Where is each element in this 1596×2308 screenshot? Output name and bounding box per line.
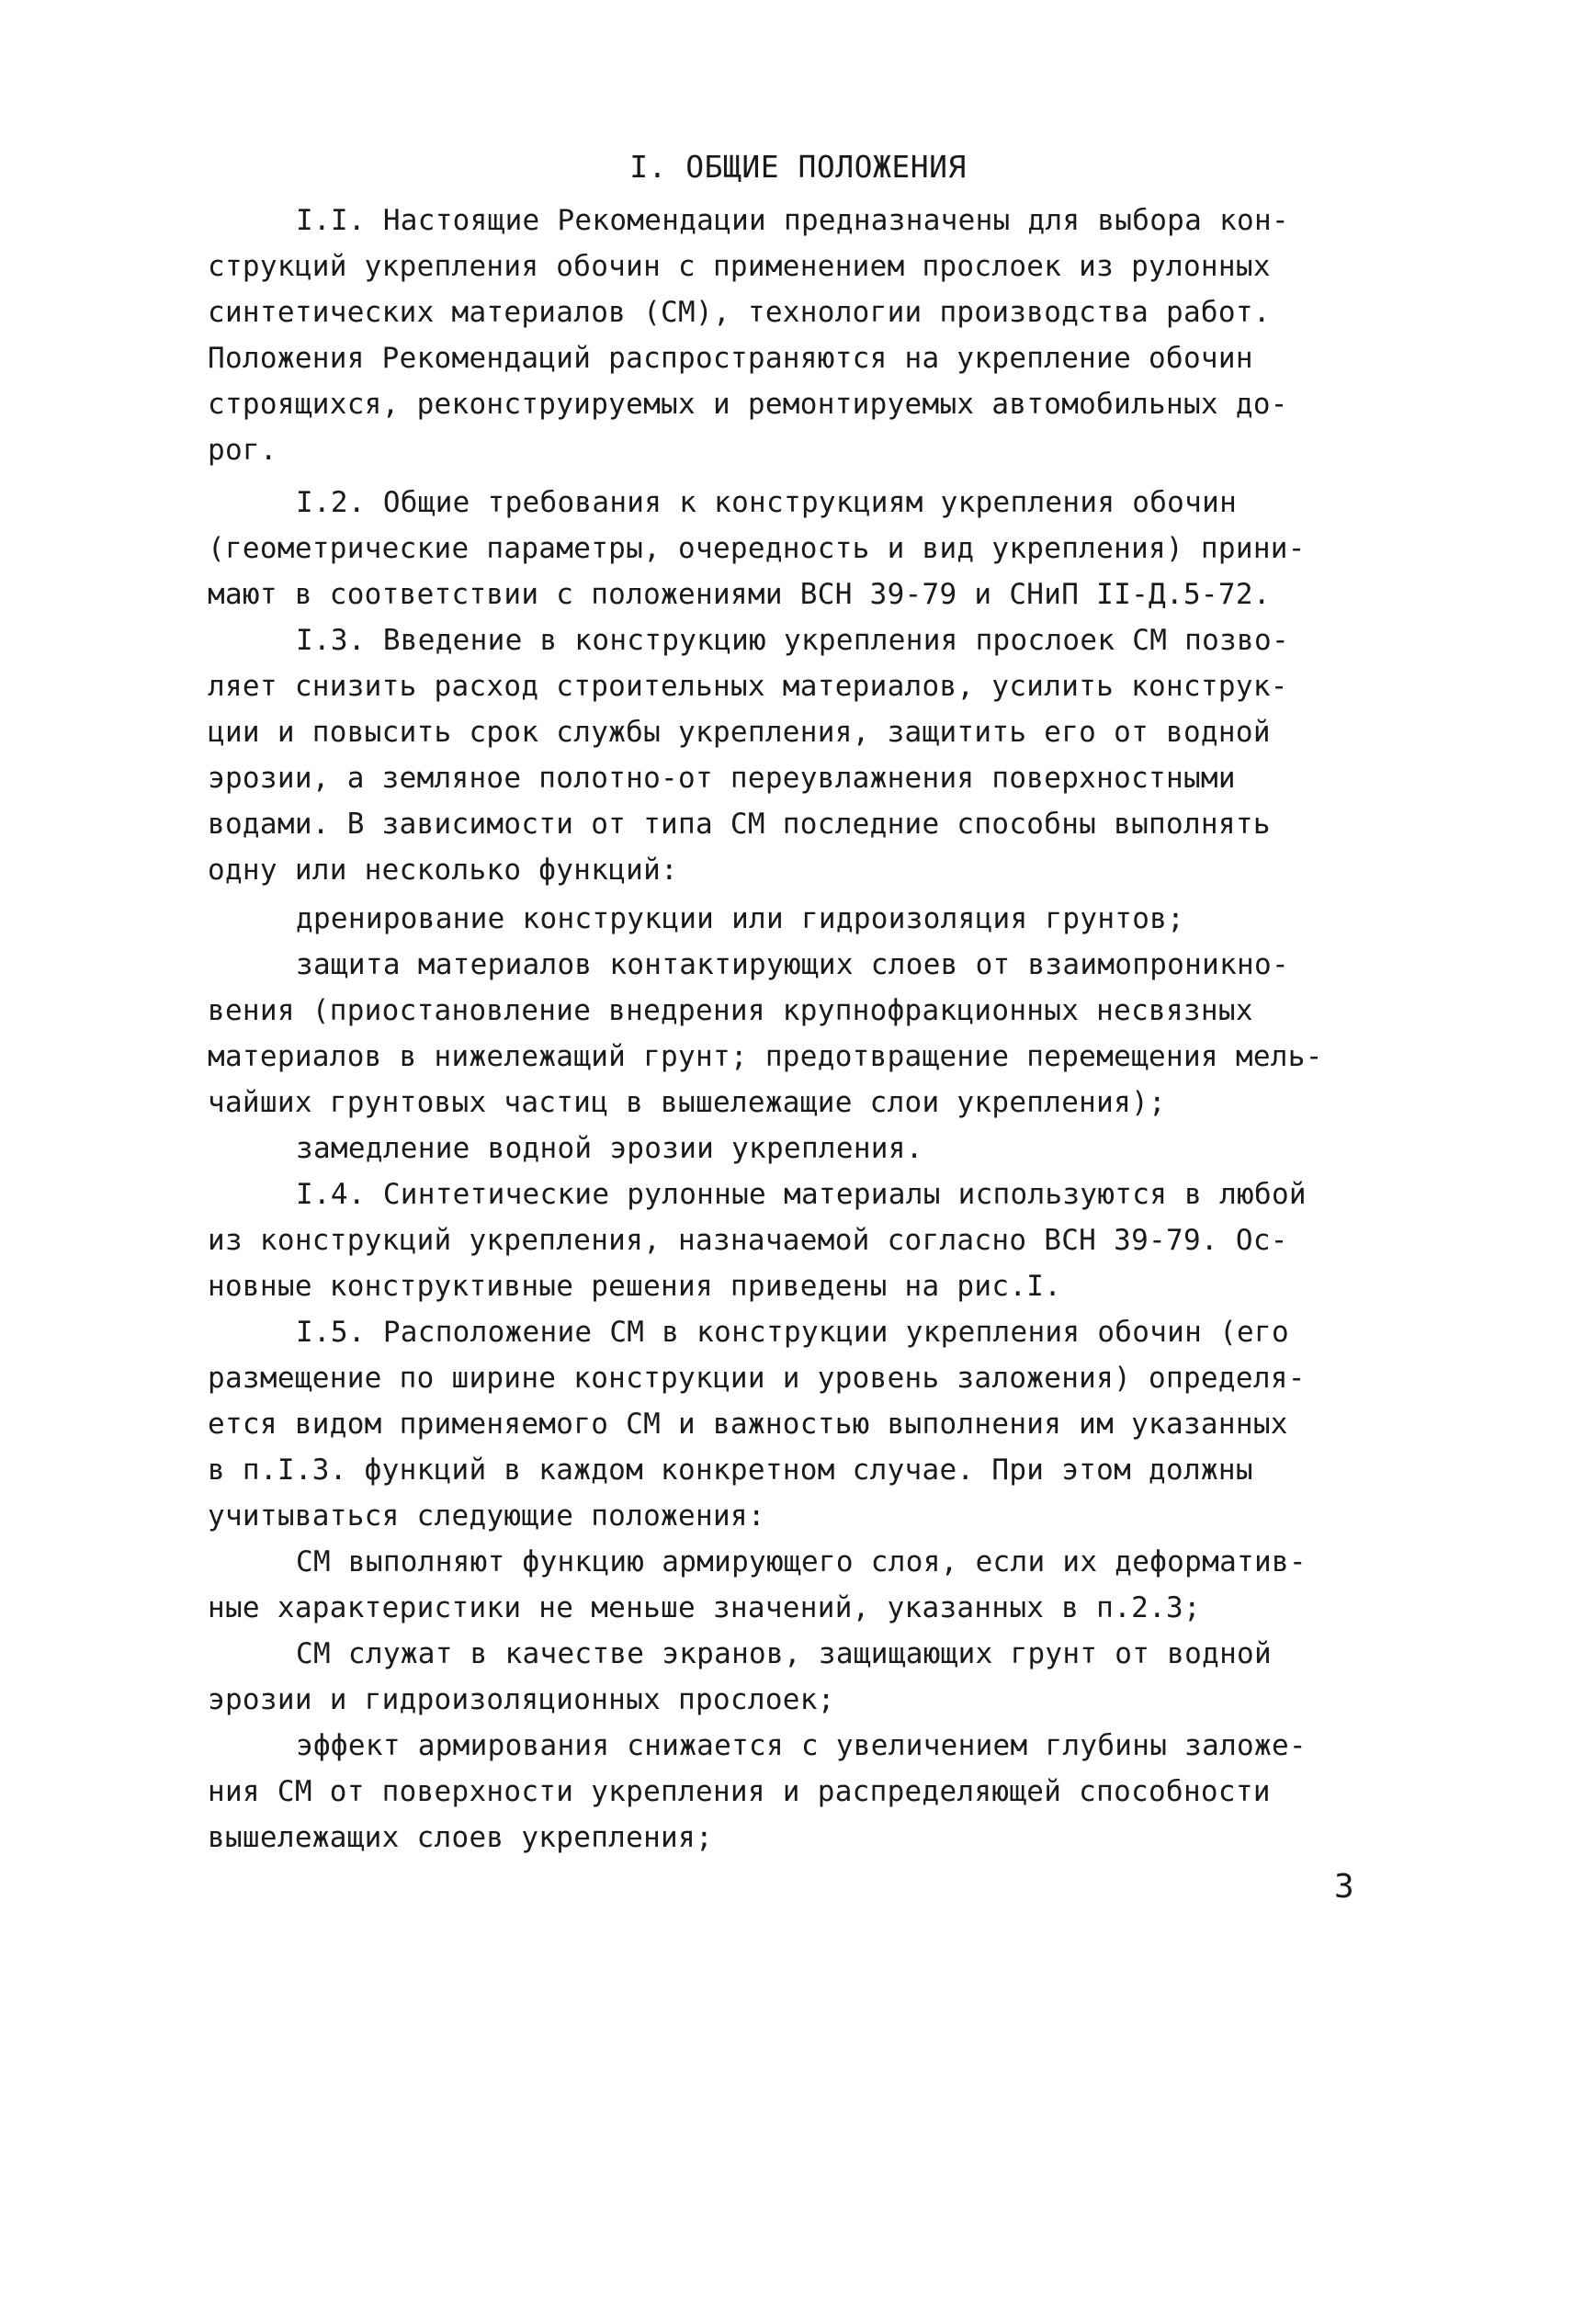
text-line: чайших грунтовых частиц в вышележащие слои укрепления); (208, 1086, 1166, 1119)
text-line: I.2. Общие требования к конструкциям укрепления обочин (296, 486, 1238, 519)
list-item: замедление водной эрозии укрепления. (296, 1132, 923, 1165)
text-line: учитываться следующие положения: (208, 1499, 765, 1533)
text-line: ния СМ от поверхности укрепления и распределяющей способности (208, 1775, 1271, 1808)
text-line: I.I. Настоящие Рекомендации предназначены для выбора кон- (296, 204, 1289, 237)
text-line: синтетических материалов (СМ), технологии производства работ. (208, 296, 1271, 329)
text-line: I.3. Введение в конструкцию укрепления прослоек СМ позво- (296, 624, 1289, 657)
page-number: 3 (1334, 1868, 1354, 1906)
text-line: рог. (208, 434, 277, 467)
text-line: вышележащих слоев укрепления; (208, 1821, 713, 1854)
text-line: одну или несколько функций: (208, 854, 679, 887)
text-line: в п.I.3. функций в каждом конкретном случае. При этом должны (208, 1454, 1253, 1487)
text-line: I.5. Расположение СМ в конструкции укрепления обочин (его (296, 1316, 1289, 1349)
text-line: размещение по ширине конструкции и уровень заложения) определя- (208, 1362, 1306, 1395)
text-line: ляет снизить расход строительных материалов, усилить конструк- (208, 670, 1288, 703)
list-item: СМ служат в качестве экранов, защищающих грунт от водной (296, 1637, 1272, 1670)
text-line: ции и повысить срок службы укрепления, защитить его от водной (208, 716, 1271, 749)
text-line: (геометрические параметры, очередность и вид укрепления) прини- (208, 532, 1306, 565)
text-line: ные характеристики не меньше значений, указанных в п.2.3; (208, 1591, 1201, 1624)
text-line: водами. В зависимости от типа СМ последние способны выполнять (208, 808, 1271, 841)
list-item: защита материалов контактирующих слоев от взаимопроникно- (296, 948, 1289, 981)
text-line: эрозии и гидроизоляционных прослоек; (208, 1683, 835, 1716)
text-line: Положения Рекомендаций распространяются на укрепление обочин (208, 342, 1253, 375)
text-line: вения (приостановление внедрения крупнофракционных несвязных (208, 994, 1253, 1027)
list-item: СМ выполняют функцию армирующего слоя, если их деформатив- (296, 1545, 1307, 1578)
list-item: дренирование конструкции или гидроизоляция грунтов; (296, 902, 1185, 935)
section-heading: I. ОБЩИЕ ПОЛОЖЕНИЯ (629, 149, 967, 185)
text-line: I.4. Синтетические рулонные материалы используются в любой (296, 1178, 1307, 1211)
text-line: материалов в нижележащий грунт; предотвращение перемещения мель- (208, 1040, 1323, 1073)
text-line: новные конструктивные решения приведены на рис.I. (208, 1270, 1062, 1303)
text-line: мают в соответствии с положениями ВСН 39-79 и СНиП II-Д.5-72. (208, 578, 1271, 611)
text-line: ется видом применяемого СМ и важностью выполнения им указанных (208, 1408, 1288, 1441)
text-line: из конструкций укрепления, назначаемой согласно ВСН 39-79. Ос- (208, 1224, 1288, 1257)
text-line: строящихся, реконструируемых и ремонтируемых автомобильных до- (208, 388, 1288, 421)
text-line: струкций укрепления обочин с применением прослоек из рулонных (208, 250, 1271, 283)
list-item: эффект армирования снижается с увеличением глубины заложе- (296, 1729, 1307, 1762)
text-line: эрозии, а земляное полотно-от переувлажнения поверхностными (208, 762, 1236, 795)
